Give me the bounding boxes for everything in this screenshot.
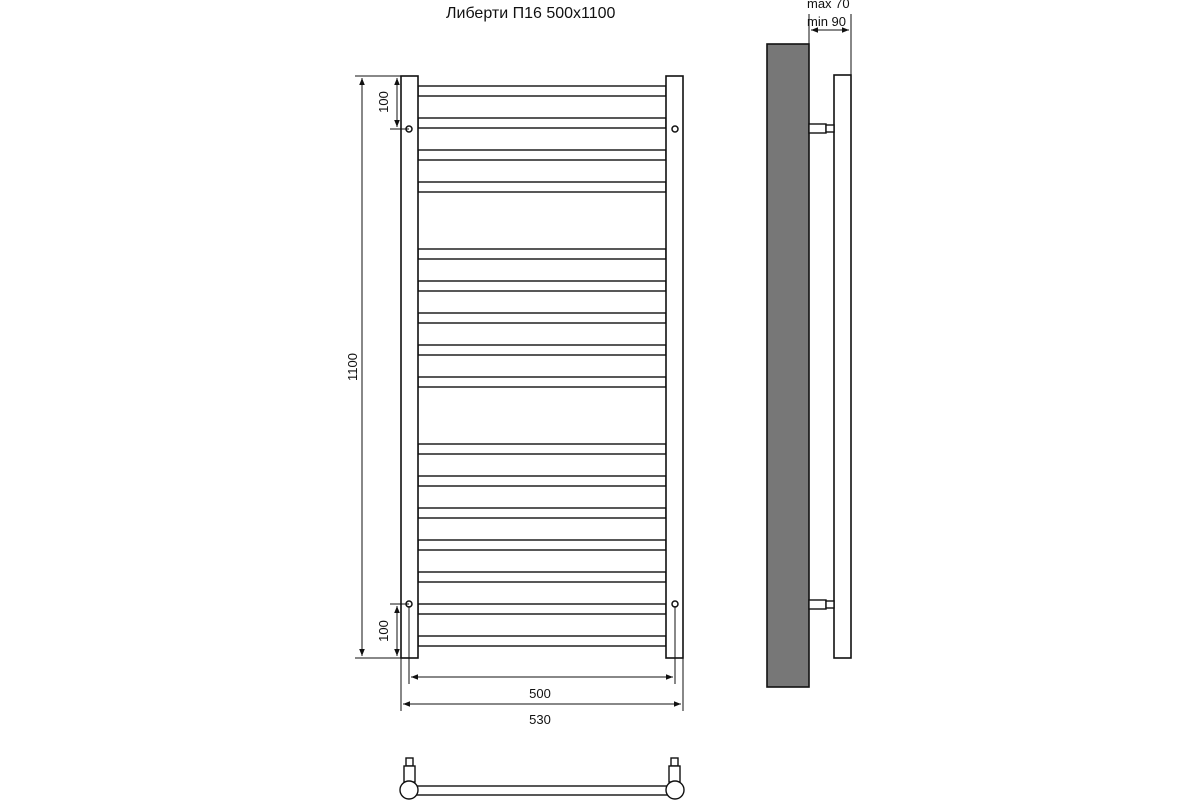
- dimension-wall-max-label: max 70: [807, 0, 850, 11]
- drawing-title: Либерти П16 500х1100: [446, 5, 616, 22]
- dimension-offset-top-label: 100: [376, 91, 391, 113]
- side-view: [767, 0, 851, 687]
- rung: [418, 150, 666, 160]
- rung: [418, 182, 666, 192]
- bracket-bottom: [809, 600, 834, 609]
- rung: [418, 249, 666, 259]
- rung: [418, 604, 666, 614]
- connection-point-top-right: [672, 126, 678, 132]
- bracket-top: [809, 124, 834, 133]
- side-post: [834, 75, 851, 658]
- rung: [418, 377, 666, 387]
- rung: [418, 636, 666, 646]
- dimension-height-total: [355, 76, 401, 658]
- top-view-post-left: [400, 781, 418, 799]
- rung: [418, 86, 666, 96]
- rung: [418, 540, 666, 550]
- dimension-width-outer-label: 530: [529, 712, 551, 727]
- front-view: [401, 76, 683, 658]
- rungs: [418, 86, 666, 646]
- dimension-wall-min-label: min 90: [807, 14, 847, 29]
- rung: [418, 444, 666, 454]
- left-post: [401, 76, 418, 658]
- right-post: [666, 76, 683, 658]
- rung: [418, 345, 666, 355]
- rung: [418, 508, 666, 518]
- dimension-height-total-label: 1100: [345, 353, 360, 381]
- rung: [418, 313, 666, 323]
- rung: [418, 476, 666, 486]
- top-view-valve-left: [406, 758, 413, 766]
- top-view-valve-right-body: [669, 766, 680, 782]
- rung: [418, 572, 666, 582]
- top-view-valve-right: [671, 758, 678, 766]
- dimension-width-outer: [401, 658, 683, 711]
- rung: [418, 281, 666, 291]
- dimension-width-inner-label: 500: [529, 686, 551, 701]
- top-view: [400, 758, 684, 799]
- top-view-bar: [409, 786, 675, 795]
- wall-section: [767, 44, 809, 687]
- rung: [418, 118, 666, 128]
- top-view-valve-left-body: [404, 766, 415, 782]
- dimension-offset-bottom-label: 100: [376, 620, 391, 642]
- top-view-post-right: [666, 781, 684, 799]
